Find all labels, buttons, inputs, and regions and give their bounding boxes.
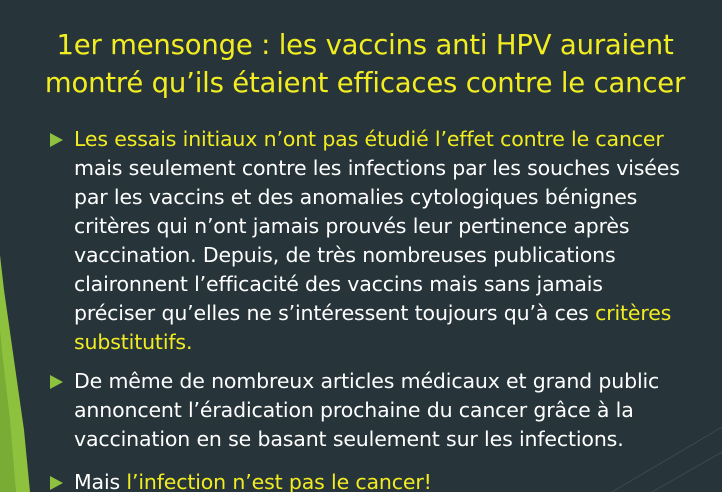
triangle-right-icon (50, 375, 63, 389)
bullet-1-highlight-criteres: critères (595, 301, 672, 325)
bullet-1-line-6: claironnent l’efficacité des vaccins mais sans jamais (74, 272, 603, 296)
triangle-right-icon (50, 476, 63, 490)
bullet-2-line-2: annoncent l’éradication prochaine du cancer grâce à la (74, 398, 634, 422)
bullet-item-2 (48, 367, 722, 454)
bullet-3-line-1 (74, 468, 722, 492)
bullet-1-line-7-text: préciser qu’elles ne s’intéressent toujours qu’à ces (74, 301, 596, 325)
bullet-1-line-8: substitutifs. (74, 330, 193, 354)
bullet-list (48, 125, 722, 492)
bullet-2-line-1: De même de nombreux articles médicaux et grand public (74, 369, 660, 393)
bullet-item-3 (48, 468, 722, 492)
bullet-item-1 (48, 125, 722, 357)
bullet-1-line-4: critères qui n’ont jamais prouvés leur pertinence après (74, 214, 630, 238)
bullet-2-line-3: vaccination en se basant seulement sur les infections. (74, 427, 624, 451)
bullet-3-highlight: l’infection n’est pas le cancer! (126, 470, 432, 492)
bullet-1-line-5: vaccination. Depuis, de très nombreuses publications (74, 243, 616, 267)
bullet-1-line-3: par les vaccins et des anomalies cytologiques bénignes (74, 185, 638, 209)
slide-title-line-1: 1er mensonge : les vaccins anti HPV auraient (56, 29, 674, 61)
bullet-1-line-7 (74, 299, 722, 328)
slide-title (10, 26, 720, 102)
slide-title-line-2: montré qu’ils étaient efficaces contre le cancer (44, 67, 686, 99)
triangle-right-icon (50, 133, 63, 147)
bullet-1-line-2: mais seulement contre les infections par les souches visées (74, 156, 680, 180)
bullet-3-text: Mais (74, 470, 127, 492)
bullet-1-line-1: Les essais initiaux n’ont pas étudié l’effet contre le cancer (74, 127, 664, 151)
